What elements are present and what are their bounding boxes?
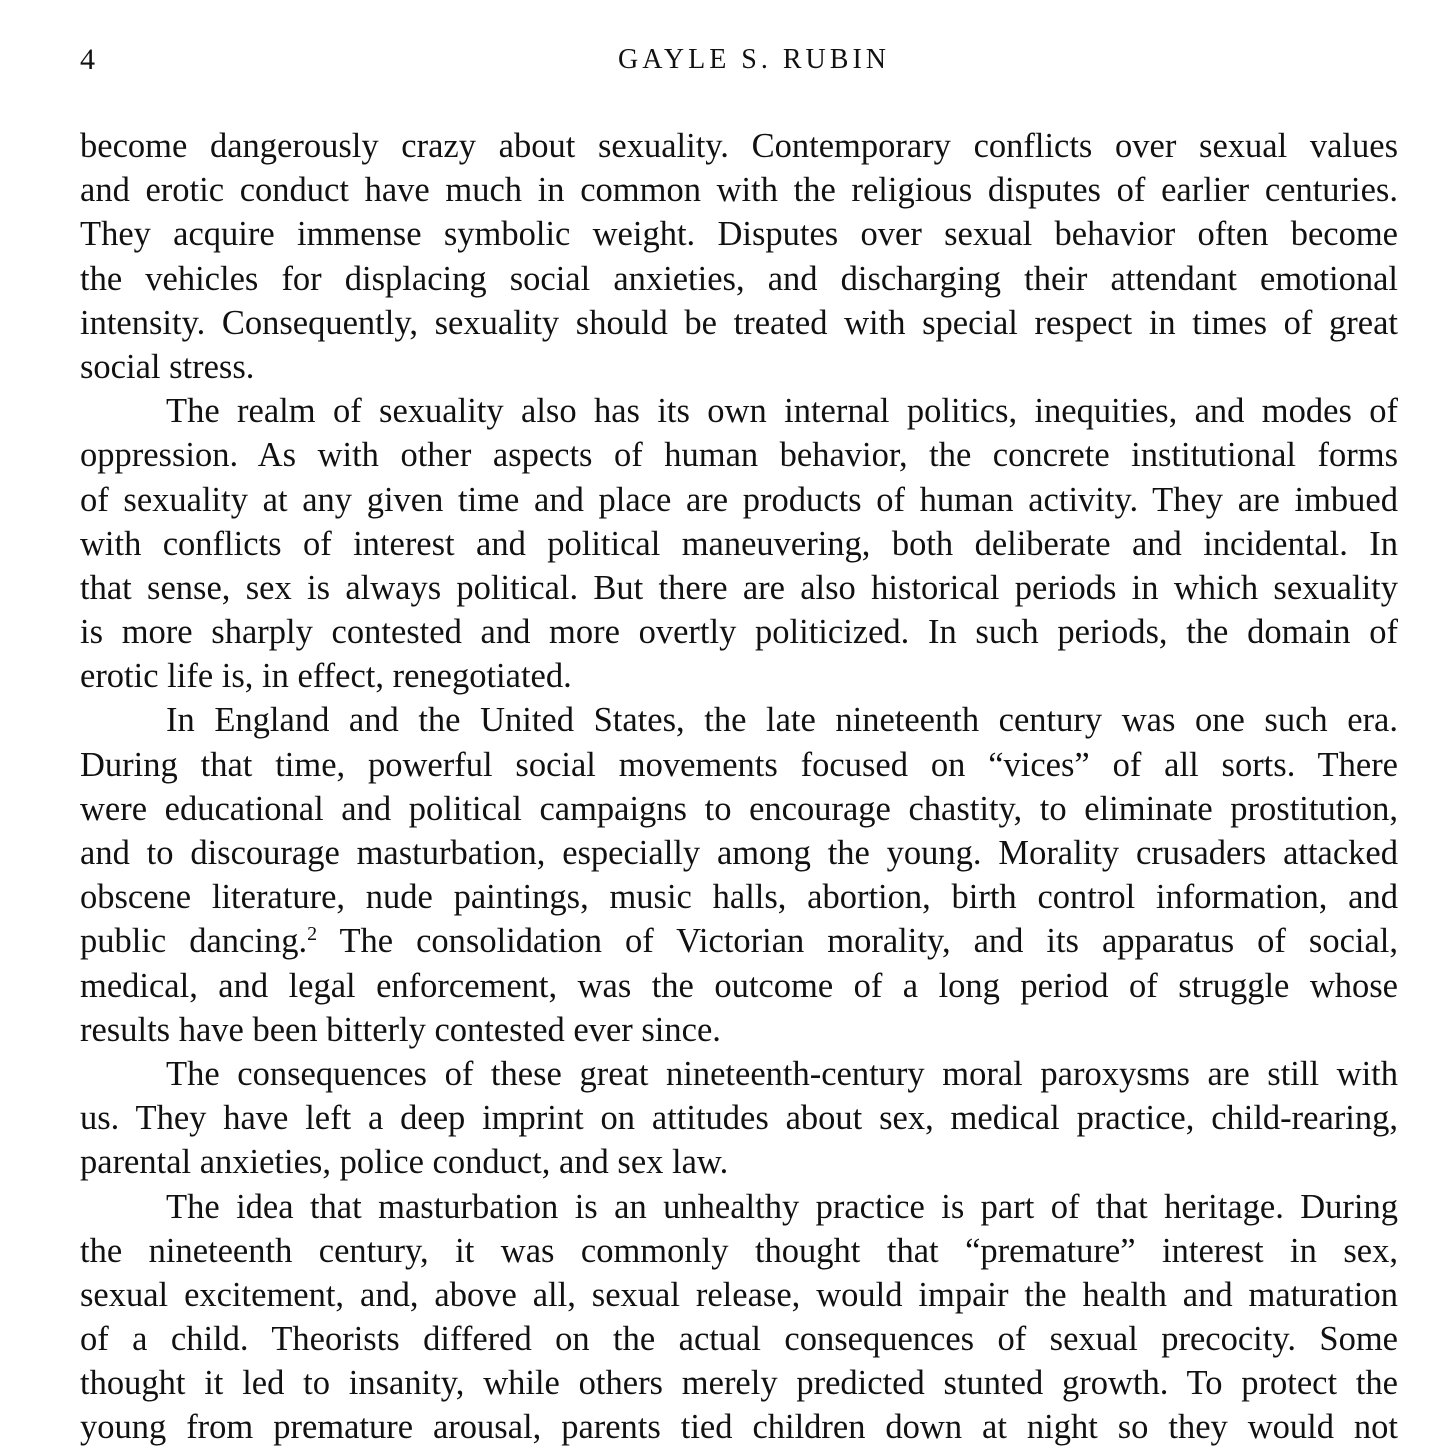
paragraph	[80, 1052, 1398, 1185]
body-text	[80, 124, 1398, 1447]
text-line: the nineteenth century, it was commonly thought that “premature” interest in sex,	[80, 1231, 1398, 1270]
text-line: us. They have left a deep imprint on attitudes about sex, medical practice, child-rearing,	[80, 1099, 1398, 1138]
text-line: The idea that masturbation is an unhealthy practice is part of that heritage. During	[166, 1187, 1398, 1226]
text-line: erotic life is, in effect, renegotiated.	[80, 657, 572, 696]
page-number: 4	[80, 43, 95, 76]
paragraph	[80, 124, 1398, 389]
text-line: The realm of sexuality also has its own internal politics, inequities, and modes of	[166, 392, 1398, 431]
text-line: results have been bitterly contested ever since.	[80, 1010, 721, 1049]
text-line-cut-off: young from premature arousal, parents tied children down at night so they would not	[80, 1408, 1398, 1447]
text-line: parental anxieties, police conduct, and sex law.	[80, 1143, 729, 1182]
text-line: is more sharply contested and more overtly politicized. In such periods, the domain of	[80, 613, 1398, 652]
text-line: oppression. As with other aspects of human behavior, the concrete institutional forms	[80, 436, 1398, 475]
text-line: the vehicles for displacing social anxieties, and discharging their attendant emotional	[80, 259, 1398, 298]
text-line-with-footnote	[80, 919, 1398, 963]
paragraph	[80, 389, 1398, 698]
text-line: intensity. Consequently, sexuality should be treated with special respect in times of great	[80, 303, 1398, 342]
text-line: become dangerously crazy about sexuality. Contemporary conflicts over sexual values	[80, 127, 1398, 165]
text-segment: The consolidation of Victorian morality, and its apparatus of social,	[317, 922, 1398, 961]
paragraph	[80, 698, 1398, 1052]
text-line: of a child. Theorists differed on the actual consequences of sexual precocity. Some	[80, 1320, 1398, 1359]
running-head	[80, 40, 1398, 80]
text-line: In England and the United States, the late nineteenth century was one such era.	[166, 701, 1398, 740]
text-line: and erotic conduct have much in common with the religious disputes of earlier centuries.	[80, 171, 1398, 210]
text-line: were educational and political campaigns to encourage chastity, to eliminate prostitution,	[80, 789, 1398, 828]
text-line: sexual excitement, and, above all, sexual release, would impair the health and maturation	[80, 1275, 1398, 1314]
paragraph	[80, 1185, 1398, 1447]
text-line: and to discourage masturbation, especially among the young. Morality crusaders attacked	[80, 834, 1398, 872]
footnote-marker[interactable]: 2	[307, 923, 318, 946]
text-line: During that time, powerful social movements focused on “vices” of all sorts. There	[80, 745, 1398, 784]
text-line: of sexuality at any given time and place are products of human activity. They are imbued	[80, 480, 1398, 519]
running-head-author: GAYLE S. RUBIN	[618, 44, 890, 75]
text-line: with conflicts of interest and political maneuvering, both deliberate and incidental. In	[80, 524, 1398, 563]
text-line: thought it led to insanity, while others merely predicted stunted growth. To protect the	[80, 1364, 1398, 1403]
text-segment: public dancing.	[80, 922, 308, 961]
text-line: medical, and legal enforcement, was the outcome of a long period of struggle whose	[80, 966, 1398, 1005]
text-line: The consequences of these great nineteenth-century moral paroxysms are still with	[166, 1054, 1398, 1093]
text-line: obscene literature, nude paintings, music halls, abortion, birth control information, and	[80, 878, 1398, 917]
text-line: that sense, sex is always political. But there are also historical periods in which sexuality	[80, 568, 1398, 607]
text-line: They acquire immense symbolic weight. Disputes over sexual behavior often become	[80, 215, 1398, 254]
text-line: social stress.	[80, 347, 255, 386]
